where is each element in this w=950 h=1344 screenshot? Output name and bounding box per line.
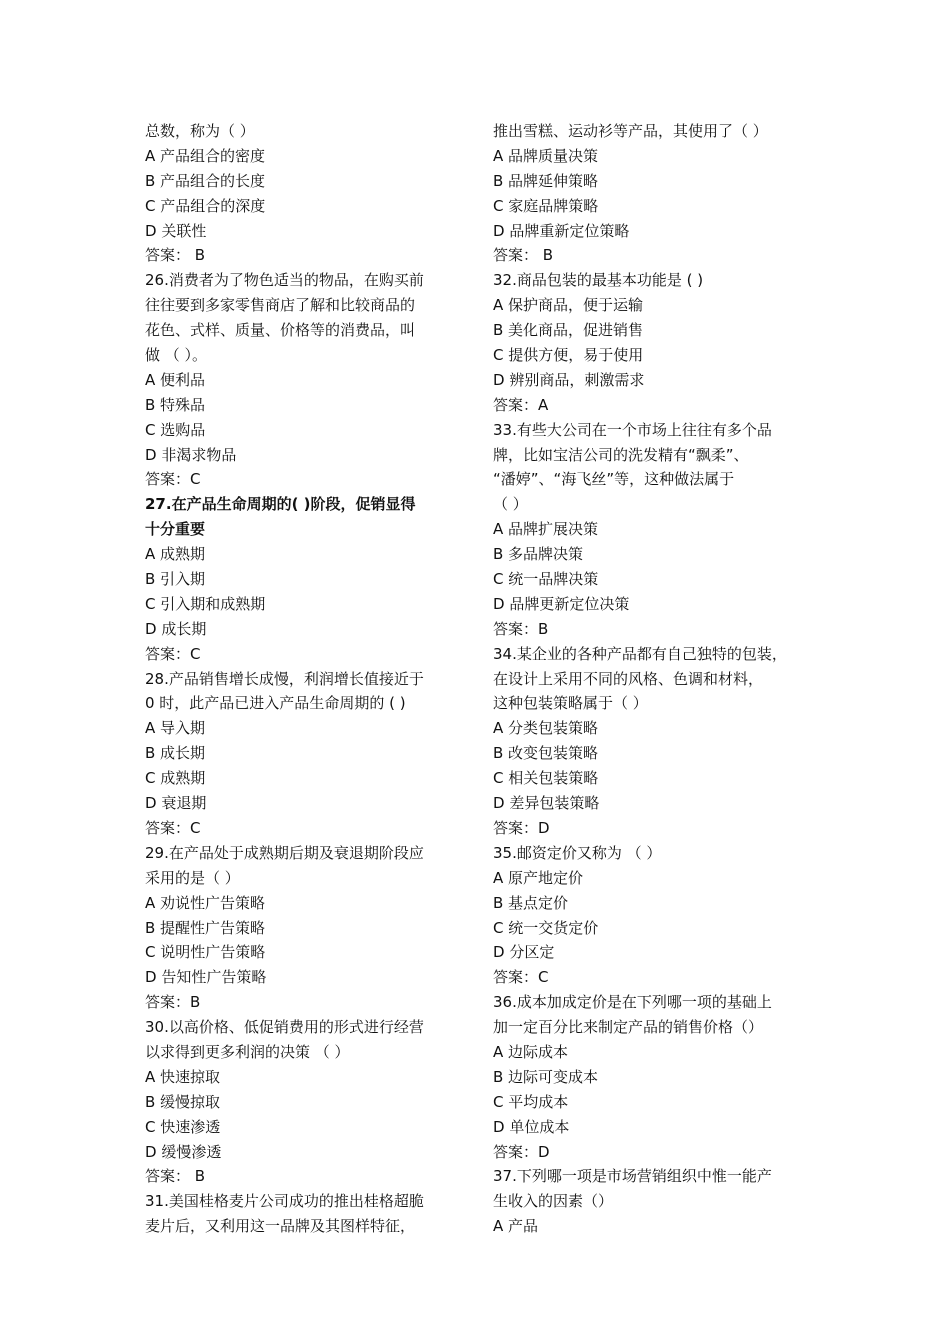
text-line: 31.美国桂格麦片公司成功的推出桂格超脆 — [145, 1192, 424, 1211]
text-line: 28.产品销售增长成慢，利润增长值接近于 — [145, 669, 424, 688]
text-line: 0 时，此产品已进入产品生命周期的 ( ) — [145, 694, 406, 713]
text-line: 27.在产品生命周期的( )阶段，促销显得 — [145, 495, 416, 514]
text-line: B 引入期 — [145, 570, 206, 589]
text-line: 答案：C — [145, 644, 201, 663]
text-line: C 产品组合的深度 — [145, 196, 266, 215]
text-line: D 缓慢渗透 — [145, 1142, 222, 1161]
text-line: B 特殊品 — [145, 395, 206, 414]
text-line: D 告知性广告策略 — [145, 968, 267, 987]
right-text-column — [493, 119, 823, 1239]
text-line: B 多品牌决策 — [493, 545, 584, 564]
text-line: “潘婷”、“海飞丝”等，这种做法属于 — [493, 470, 735, 489]
text-line: 做 （ ）。 — [145, 346, 208, 365]
text-line: A 劝说性广告策略 — [145, 893, 266, 912]
text-line: B 产品组合的长度 — [145, 171, 266, 190]
text-line: 加一定百分比来制定产品的销售价格（） — [493, 1018, 764, 1037]
text-line: A 导入期 — [145, 719, 206, 738]
text-line: B 美化商品，促进销售 — [493, 321, 644, 340]
text-line: C 平均成本 — [493, 1092, 569, 1111]
text-line: 答案：B — [145, 993, 201, 1012]
text-line: 33.有些大公司在一个市场上往往有多个品 — [493, 420, 772, 439]
text-line: D 单位成本 — [493, 1117, 570, 1136]
text-line: 答案： B — [493, 246, 554, 265]
text-line: D 衰退期 — [145, 794, 207, 813]
text-line: 答案： B — [145, 246, 206, 265]
text-line: 往往要到多家零售商店了解和比较商品的 — [145, 296, 416, 315]
text-line: B 基点定价 — [493, 893, 569, 912]
text-line: D 非渴求物品 — [145, 445, 237, 464]
text-line: 30.以高价格、低促销费用的形式进行经营 — [145, 1018, 424, 1037]
text-line: A 边际成本 — [493, 1042, 569, 1061]
text-line: A 产品 — [493, 1217, 539, 1236]
text-line: C 说明性广告策略 — [145, 943, 266, 962]
text-line: 29.在产品处于成熟期后期及衰退期阶段应 — [145, 843, 424, 862]
text-line: 牌，比如宝洁公司的洗发精有“飘柔”、 — [493, 445, 749, 464]
text-line: A 便利品 — [145, 370, 206, 389]
left-text-column — [145, 119, 475, 1239]
text-line: B 边际可变成本 — [493, 1067, 599, 1086]
text-line: （ ） — [493, 495, 528, 514]
text-line: 推出雪糕、运动衫等产品，其使用了（ ） — [493, 122, 768, 140]
text-line: A 产品组合的密度 — [145, 146, 266, 165]
text-line: 35.邮资定价又称为 （ ） — [493, 843, 662, 862]
text-line: A 原产地定价 — [493, 868, 584, 887]
text-line: D 成长期 — [145, 619, 207, 638]
text-line: C 成熟期 — [145, 769, 206, 788]
text-line: D 品牌重新定位策略 — [493, 221, 630, 240]
text-line: 答案：C — [145, 470, 201, 489]
text-line: 答案：C — [493, 968, 549, 987]
text-line: 36.成本加成定价是在下列哪一项的基础上 — [493, 993, 772, 1012]
text-line: C 家庭品牌策略 — [493, 196, 599, 215]
text-line: B 缓慢掠取 — [145, 1092, 221, 1111]
text-line: 生收入的因素（） — [493, 1192, 614, 1211]
text-line: 37.下列哪一项是市场营销组织中惟一能产 — [493, 1167, 772, 1186]
text-line: A 品牌质量决策 — [493, 146, 599, 165]
text-line: C 引入期和成熟期 — [145, 594, 266, 613]
text-line: B 提醒性广告策略 — [145, 918, 266, 937]
text-line: 以求得到更多利润的决策 （ ） — [145, 1042, 350, 1061]
text-line: 总数，称为（ ） — [145, 122, 255, 140]
text-line: A 分类包装策略 — [493, 719, 599, 738]
text-line: 32.商品包装的最基本功能是 ( ) — [493, 271, 704, 290]
text-line: 花色、式样、质量、价格等的消费品，叫 — [145, 321, 416, 340]
text-line: D 品牌更新定位决策 — [493, 594, 630, 613]
text-line: D 辨别商品，刺激需求 — [493, 370, 645, 389]
text-line: A 品牌扩展决策 — [493, 520, 599, 539]
text-line: 26.消费者为了物色适当的物品，在购买前 — [145, 271, 424, 290]
text-line: 答案：C — [145, 818, 201, 837]
text-line: B 品牌延伸策略 — [493, 171, 599, 190]
text-line: C 快速渗透 — [145, 1117, 221, 1136]
text-line: D 差异包装策略 — [493, 794, 600, 813]
text-line: A 快速掠取 — [145, 1067, 221, 1086]
text-line: 答案：A — [493, 395, 549, 414]
text-line: A 保护商品，便于运输 — [493, 296, 644, 315]
text-line: 答案：D — [493, 818, 550, 837]
text-line: C 提供方便，易于使用 — [493, 346, 644, 365]
text-line: 麦片后，又利用这一品牌及其图样特征， — [145, 1217, 416, 1236]
text-line: C 统一品牌决策 — [493, 570, 599, 589]
text-line: A 成熟期 — [145, 545, 206, 564]
text-line: D 关联性 — [145, 221, 207, 240]
text-line: D 分区定 — [493, 943, 555, 962]
text-line: 这种包装策略属于（ ） — [493, 694, 648, 713]
text-line: C 统一交货定价 — [493, 918, 599, 937]
text-line: C 相关包装策略 — [493, 769, 599, 788]
text-line: 在设计上采用不同的风格、色调和材料， — [493, 669, 764, 688]
text-line: 十分重要 — [145, 520, 206, 539]
text-line: 34.某企业的各种产品都有自己独特的包装， — [493, 644, 787, 663]
text-line: 采用的是（ ） — [145, 868, 240, 887]
text-line: B 改变包装策略 — [493, 744, 599, 763]
text-line: B 成长期 — [145, 744, 206, 763]
text-line: 答案：D — [493, 1142, 550, 1161]
text-line: C 选购品 — [145, 420, 206, 439]
text-line: 答案： B — [145, 1167, 206, 1186]
text-line: 答案：B — [493, 619, 549, 638]
